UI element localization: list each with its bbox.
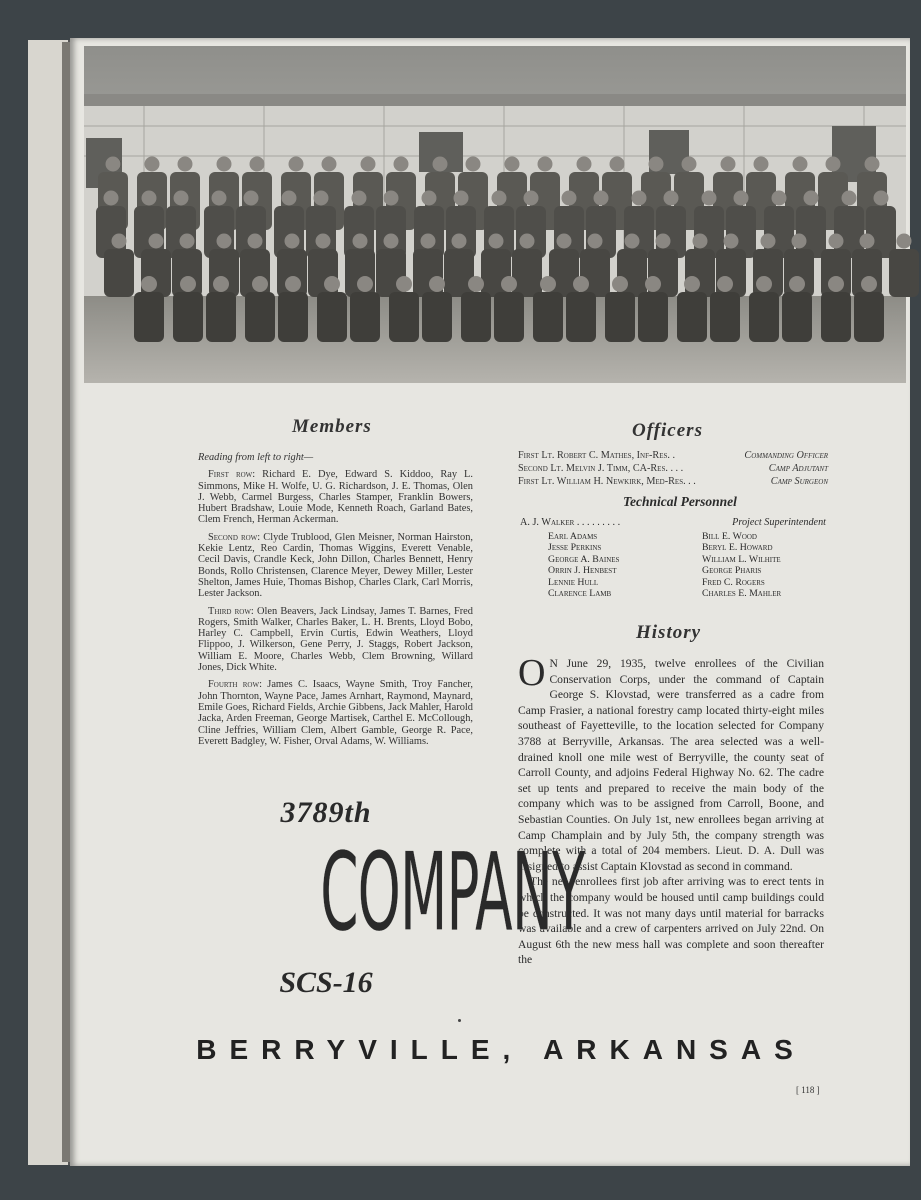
person-head bbox=[421, 234, 436, 249]
person-head bbox=[141, 276, 157, 292]
person-body bbox=[317, 292, 347, 342]
person-head bbox=[540, 276, 556, 292]
person-head bbox=[577, 157, 592, 172]
print-dot bbox=[458, 1019, 461, 1022]
person-head bbox=[322, 157, 337, 172]
company-number: 3789th bbox=[280, 796, 372, 829]
person-head bbox=[212, 191, 227, 206]
person-head bbox=[353, 234, 368, 249]
person-head bbox=[664, 191, 679, 206]
person-body bbox=[605, 292, 635, 342]
town-banner: BERRYVILLE, ARKANSAS bbox=[196, 1034, 806, 1065]
person-body bbox=[512, 249, 542, 297]
staff-name: George Pharis bbox=[702, 565, 762, 577]
company-word-text: COMPANY bbox=[320, 829, 585, 956]
person-head bbox=[612, 276, 628, 292]
lead-role: Project Superintendent bbox=[732, 517, 826, 528]
person-body bbox=[278, 292, 308, 342]
officer-role: Camp Adjutant bbox=[768, 463, 828, 474]
person-head bbox=[174, 191, 189, 206]
staff-name: William L. Wilhite bbox=[702, 553, 781, 565]
person-head bbox=[717, 276, 733, 292]
staff-name: Clarence Lamb bbox=[548, 588, 612, 600]
person-head bbox=[384, 191, 399, 206]
camp-code: SCS-16 bbox=[279, 966, 373, 999]
staff-name: Fred C. Rogers bbox=[702, 576, 765, 588]
person-head bbox=[142, 191, 157, 206]
yearbook-page bbox=[70, 38, 910, 1166]
technical-lead bbox=[520, 517, 826, 528]
person-head bbox=[792, 234, 807, 249]
person-head bbox=[285, 234, 300, 249]
history-paragraph-2: The new enrollees first job after arriving was to erect tents in which the company would be housed until camp buildings could be constructed. It was not many days until material for barracks was available and a crew of carpenters arrived on July 22nd. On August 6th the new mess hall was complete and soon thereafter the bbox=[518, 875, 824, 967]
person-head bbox=[394, 157, 409, 172]
person-head bbox=[213, 276, 229, 292]
person-head bbox=[861, 276, 877, 292]
row-names: James C. Isaacs, Wayne Smith, Troy Fancher, John Thornton, Wayne Pace, James Arnhart, Raymond, Maynard, Emile Goes, Richard Fields, Archie Gibbens, Jack Mahler, Harold Jacka, Arden Freeman, George Martisek, Carthel E. McCollough, Cline Jeffries, William Clem, Albert Gamble, George R. Pace, Everett Badgley, W. Fisher, Orval Adams, W. Williams. bbox=[198, 679, 474, 747]
person-head bbox=[422, 191, 437, 206]
staff-name: Beryl E. Howard bbox=[702, 542, 773, 554]
person-head bbox=[250, 157, 265, 172]
staff-name: Jesse Perkins bbox=[548, 542, 602, 554]
person-body bbox=[350, 292, 380, 342]
person-head bbox=[357, 276, 373, 292]
person-head bbox=[724, 234, 739, 249]
person-head bbox=[734, 191, 749, 206]
group-photo-image bbox=[84, 46, 906, 383]
officer-role: Commanding Officer bbox=[744, 450, 828, 461]
person-head bbox=[693, 234, 708, 249]
person-head bbox=[754, 157, 769, 172]
person-head bbox=[860, 234, 875, 249]
person-head bbox=[645, 276, 661, 292]
person-head bbox=[468, 276, 484, 292]
members-row-4 bbox=[198, 679, 473, 747]
technical-left-column bbox=[548, 531, 619, 599]
person-body bbox=[889, 249, 919, 297]
officer-1 bbox=[518, 450, 828, 461]
person-body bbox=[173, 292, 203, 342]
members-intro: Reading from left to right— bbox=[198, 452, 314, 463]
person-body bbox=[461, 292, 491, 342]
row-label: Second row: bbox=[208, 531, 261, 543]
history-heading: History bbox=[636, 622, 702, 643]
person-body bbox=[245, 292, 275, 342]
person-head bbox=[285, 276, 301, 292]
person-body bbox=[782, 292, 812, 342]
person-head bbox=[520, 234, 535, 249]
officer-name: First Lt. Robert C. Mathes, Inf-Res. . bbox=[518, 450, 675, 461]
row-label: Third row: bbox=[208, 605, 254, 617]
person-body bbox=[389, 292, 419, 342]
person-head bbox=[649, 157, 664, 172]
person-head bbox=[252, 276, 268, 292]
person-body bbox=[422, 292, 452, 342]
person-head bbox=[772, 191, 787, 206]
person-head bbox=[104, 191, 119, 206]
officer-name: Second Lt. Melvin J. Timm, CA-Res. . . . bbox=[518, 463, 684, 474]
officer-role: Camp Surgeon bbox=[770, 476, 828, 487]
person-body bbox=[854, 292, 884, 342]
person-head bbox=[145, 157, 160, 172]
person-head bbox=[501, 276, 517, 292]
row-label: Fourth row: bbox=[208, 679, 262, 691]
person-head bbox=[874, 191, 889, 206]
person-head bbox=[106, 157, 121, 172]
person-head bbox=[454, 191, 469, 206]
members-heading: Members bbox=[292, 416, 372, 437]
page-number: [ 118 ] bbox=[796, 1085, 820, 1095]
person-head bbox=[361, 157, 376, 172]
row-names: Richard E. Dye, Edward S. Kiddoo, Ray L. Simmons, Mike H. Wolfe, U. G. Richardson, J. E. Thomas, Olen J. Webb, Carmel Burgess, Charles Stamper, Franklin Bowers, Hubert Bradshaw, Louie Mode, Kenneth Roach, Garland Bates, Clem French, Herman Ackerman. bbox=[198, 469, 474, 526]
person-head bbox=[632, 191, 647, 206]
staff-name: George A. Baines bbox=[548, 553, 620, 565]
person-head bbox=[314, 191, 329, 206]
person-head bbox=[557, 234, 572, 249]
person-head bbox=[178, 157, 193, 172]
person-head bbox=[217, 234, 232, 249]
person-head bbox=[562, 191, 577, 206]
person-head bbox=[429, 276, 445, 292]
group-photo bbox=[84, 46, 906, 383]
person-head bbox=[244, 191, 259, 206]
person-head bbox=[793, 157, 808, 172]
person-head bbox=[149, 234, 164, 249]
person-body bbox=[444, 249, 474, 297]
person-head bbox=[897, 234, 912, 249]
lead-name: A. J. Walker . . . . . . . . . bbox=[520, 517, 621, 528]
person-head bbox=[588, 234, 603, 249]
person-body bbox=[749, 292, 779, 342]
row-label: First row: bbox=[208, 469, 256, 481]
person-body bbox=[104, 249, 134, 297]
person-head bbox=[702, 191, 717, 206]
person-body bbox=[134, 292, 164, 342]
person-head bbox=[492, 191, 507, 206]
person-head bbox=[828, 276, 844, 292]
person-head bbox=[180, 234, 195, 249]
company-word bbox=[198, 829, 585, 956]
person-head bbox=[282, 191, 297, 206]
officer-name: First Lt. William H. Newkirk, Med-Res. . . bbox=[518, 476, 696, 487]
person-head bbox=[594, 191, 609, 206]
person-head bbox=[684, 276, 700, 292]
person-head bbox=[842, 191, 857, 206]
staff-name: Earl Adams bbox=[548, 531, 598, 542]
person-head bbox=[289, 157, 304, 172]
person-head bbox=[324, 276, 340, 292]
person-head bbox=[352, 191, 367, 206]
person-head bbox=[625, 234, 640, 249]
person-head bbox=[829, 234, 844, 249]
officer-3 bbox=[518, 476, 828, 487]
person-body bbox=[566, 292, 596, 342]
person-head bbox=[865, 157, 880, 172]
person-head bbox=[756, 276, 772, 292]
staff-name: Lennie Hull bbox=[548, 576, 599, 588]
person-head bbox=[396, 276, 412, 292]
staff-name: Bill E. Wood bbox=[702, 531, 757, 542]
person-head bbox=[804, 191, 819, 206]
person-body bbox=[206, 292, 236, 342]
person-head bbox=[180, 276, 196, 292]
person-head bbox=[656, 234, 671, 249]
person-head bbox=[721, 157, 736, 172]
person-head bbox=[433, 157, 448, 172]
technical-right-column bbox=[702, 531, 781, 599]
person-head bbox=[452, 234, 467, 249]
person-head bbox=[466, 157, 481, 172]
drop-cap: O bbox=[518, 652, 546, 694]
person-head bbox=[384, 234, 399, 249]
person-body bbox=[638, 292, 668, 342]
person-body bbox=[494, 292, 524, 342]
technical-heading: Technical Personnel bbox=[623, 494, 737, 509]
person-body bbox=[677, 292, 707, 342]
person-head bbox=[316, 234, 331, 249]
members-row-1 bbox=[198, 469, 473, 525]
person-head bbox=[524, 191, 539, 206]
person-head bbox=[761, 234, 776, 249]
row-names: Olen Beavers, Jack Lindsay, James T. Barnes, Fred Rogers, Smith Walker, Charles Baker, L. H. Brents, Lloyd Bobo, Harley C. Campbell, Ervin Curtis, Edwin Weathers, Lloyd Flippoo, J. Wilkerson, Gene Perry, J. Staggs, Robert Jackson, William E. Moore, Charles Webb, Clem Browning, Willard Jones, Dick White. bbox=[198, 605, 473, 674]
person-head bbox=[538, 157, 553, 172]
person-head bbox=[789, 276, 805, 292]
person-body bbox=[710, 292, 740, 342]
staff-name: Charles E. Mahler bbox=[702, 588, 782, 600]
person-head bbox=[573, 276, 589, 292]
row-names: Clyde Trublood, Glen Meisner, Norman Hairston, Kekie Lentz, Reo Cardin, Thomas Wiggins, Everett Venable, Cecil Davis, Crandle Keck, John Dillon, Charles Bennett, Henry Bonds, Rollo Christensen, Clarence Meyer, Dewey Miller, Lester Shelton, James Huie, Thomas Bishop, Charles Clark, Carl Morris, Lester Jackson. bbox=[198, 531, 473, 600]
person-head bbox=[682, 157, 697, 172]
members-list bbox=[198, 452, 473, 753]
members-row-2 bbox=[198, 532, 473, 600]
person-head bbox=[217, 157, 232, 172]
person-head bbox=[505, 157, 520, 172]
history-p1-text: N June 29, 1935, twelve enrollees of the Civilian Conservation Corps, under the command of Captain George S. Klovstad, were transferred as a cadre from Camp Frasier, a national forestry camp located thirty-eight miles southeast of Fayetteville, to the location selected for Company 3788 at Berryville, Arkansas. The area selected was a well-drained knoll one mile west of Berryville, the county seat of Carroll County, and adjoins Federal Highway No. 62. The cadre set up tents and prepared to receive the main body of the company which was to be assigned from Carroll, Boone, and Sebastian Counties. On July 1st, new enrollees began arriving at Camp Champlain and by July 5th, the company strength was complete with a total of 204 members. Lieut. D. A. Dull was assigned to assist Captain Klovstad as second in command. bbox=[518, 657, 824, 873]
members-row-3 bbox=[198, 606, 473, 674]
person-head bbox=[112, 234, 127, 249]
person-head bbox=[489, 234, 504, 249]
person-head bbox=[826, 157, 841, 172]
person-head bbox=[610, 157, 625, 172]
officer-2 bbox=[518, 463, 828, 474]
person-head bbox=[248, 234, 263, 249]
person-body bbox=[821, 292, 851, 342]
officers-heading: Officers bbox=[632, 420, 703, 441]
person-body bbox=[533, 292, 563, 342]
staff-name: Orrin J. Henbest bbox=[548, 565, 617, 577]
